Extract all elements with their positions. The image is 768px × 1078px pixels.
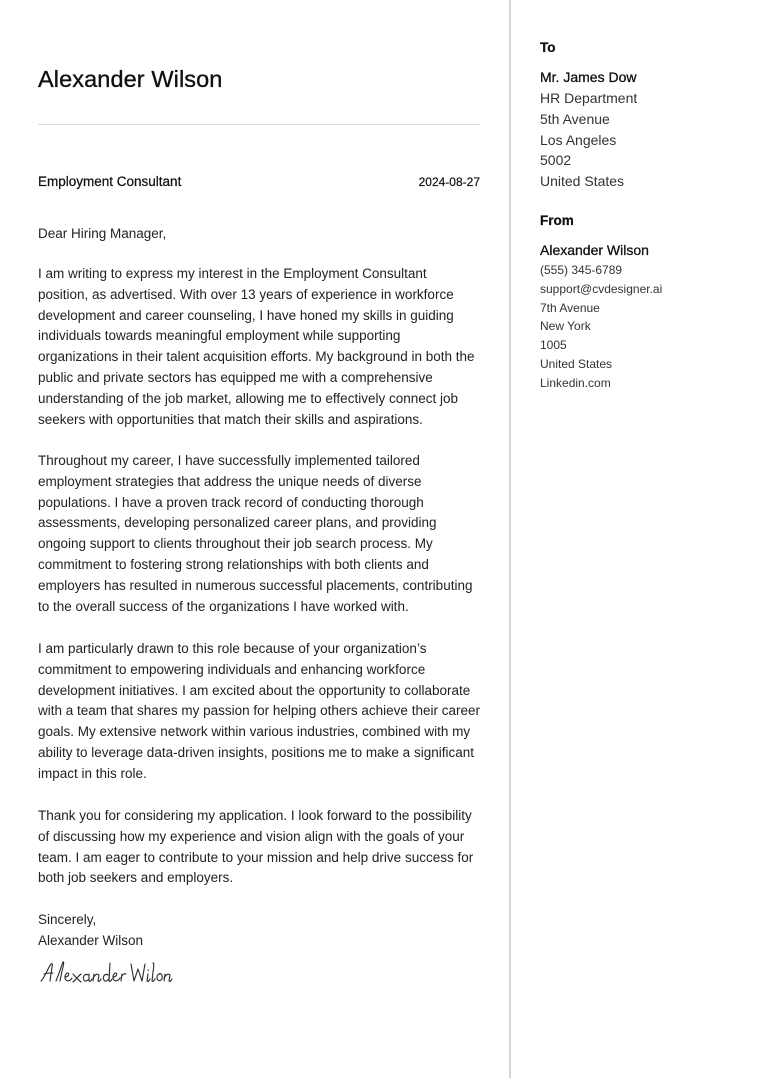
letter-date: 2024-08-27 — [418, 175, 480, 189]
closing-name: Alexander Wilson — [38, 932, 144, 948]
to-heading: To — [540, 40, 556, 55]
sender-name: Alexander Wilson — [540, 242, 649, 258]
recipient-country: United States — [540, 173, 625, 190]
header-divider — [38, 124, 480, 125]
sender-contact — [540, 261, 662, 393]
sidebar-divider — [509, 0, 511, 1078]
job-date-row — [38, 174, 480, 189]
closing-salutation: Sincerely, — [38, 912, 97, 927]
from-heading: From — [540, 213, 574, 228]
job-title: Employment Consultant — [38, 174, 182, 189]
recipient-zip: 5002 — [540, 152, 572, 169]
greeting: Dear Hiring Manager, — [38, 226, 167, 241]
sender-city: New York — [540, 319, 591, 334]
closing-block — [38, 910, 143, 952]
recipient-department: HR Department — [540, 90, 638, 106]
sender-zip: 1005 — [540, 338, 567, 353]
sender-email: support@cvdesigner.ai — [540, 281, 663, 296]
sender-country: United States — [540, 356, 613, 371]
recipient-street: 5th Avenue — [540, 110, 610, 127]
sender-linkedin: Linkedin.com — [540, 375, 611, 390]
recipient-name: Mr. James Dow — [540, 69, 637, 85]
recipient-address — [540, 88, 637, 192]
applicant-name: Alexander Wilson — [38, 66, 223, 92]
paragraph-2: Throughout my career, I have successfully implemented tailored employment strategies that address the unique needs of diverse populations. I have a proven track record of conducting thorough assessments, developing personalized career plans, and providing ongoing support to clients throughout their job search process. My commitment to fostering strong relationships with both clients and employers has resulted in numerous successful placements, contributing to the overall success of the organizations I have worked with. — [38, 453, 473, 614]
sender-street: 7th Avenue — [540, 300, 600, 315]
signature-image — [38, 958, 173, 992]
paragraph-1: I am writing to express my interest in the Employment Consultant position, as advertised. With over 13 years of experience in workforce development and career counseling, I have honed my skills in guiding individuals towards meaningful employment while supporting organizations in their talent acquisition efforts. My background in both the public and private sectors has equipped me with a comprehensive understanding of the job market, allowing me to effectively connect job seekers with opportunities that match their skills and aspirations. — [38, 266, 475, 427]
paragraph-4: Thank you for considering my application. I look forward to the possibility of discussing how my experience and vision align with the goals of your team. I am eager to contribute to your mission and help drive success for both job seekers and employers. — [38, 808, 474, 886]
recipient-city: Los Angeles — [540, 131, 617, 148]
sender-phone: (555) 345-6789 — [540, 263, 623, 277]
paragraph-3: I am particularly drawn to this role because of your organization’s commitment to empowering individuals and enhancing workforce development initiatives. I am excited about the opportunity to collaborate with a team that shares my passion for helping others achieve their career goals. My extensive network within various industries, combined with my ability to leverage data-driven insights, positions me to make a significant impact in this role. — [38, 641, 480, 781]
